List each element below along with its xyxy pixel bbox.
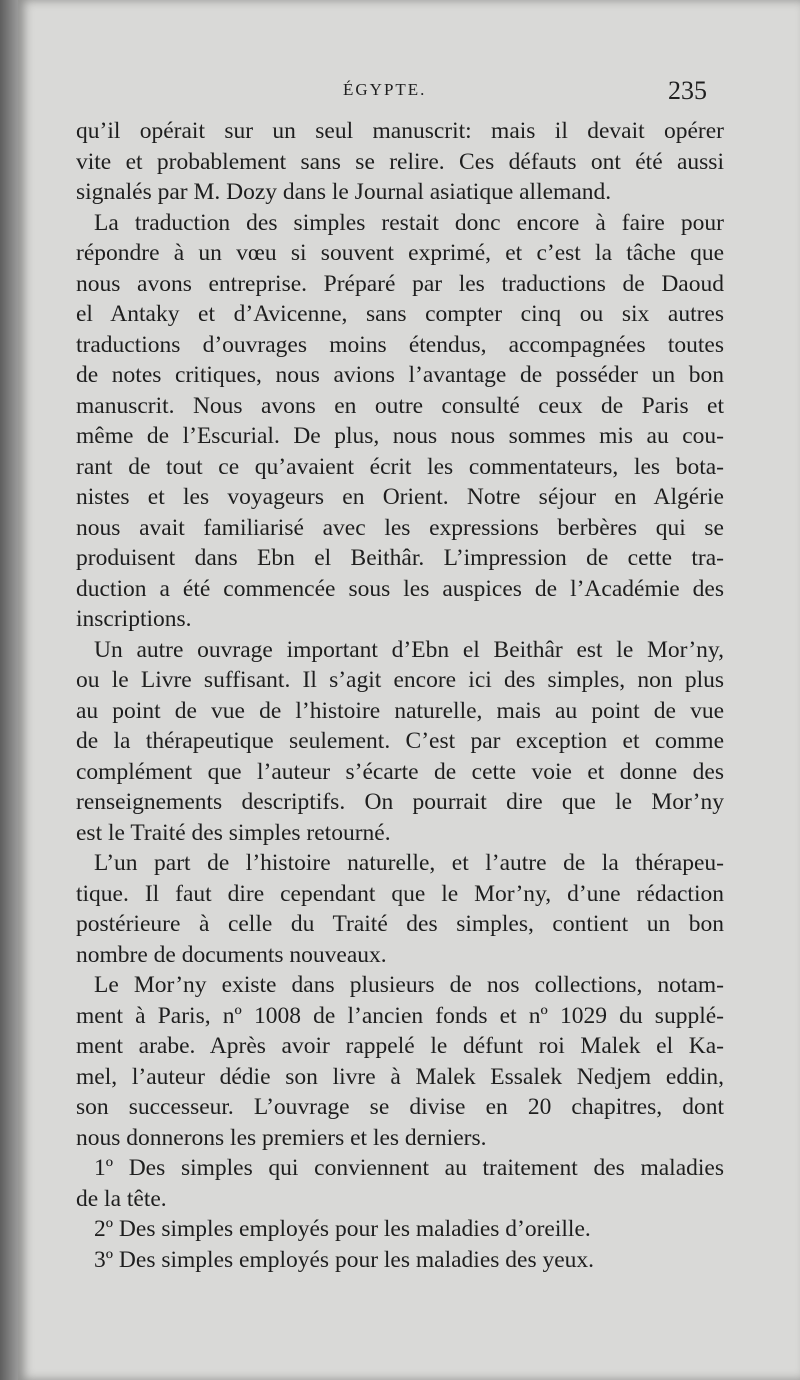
- text-line: complément que l’auteur s’écarte de cette voie et donne des: [76, 758, 724, 785]
- text-line: La traduction des simples restait donc encore à faire pour: [94, 209, 724, 236]
- text-line: 2º Des simples employés pour les maladies d’oreille.: [94, 1216, 591, 1242]
- text-line: de notes critiques, nous avions l’avantage de posséder un bon: [76, 362, 724, 388]
- text-line: inscriptions.: [76, 606, 192, 632]
- text-line: mel, l’auteur dédie son livre à Malek Essalek Nedjem eddin,: [76, 1063, 724, 1090]
- text-line: renseignements descriptifs. On pourrait dire que le Mor’ny: [76, 789, 724, 815]
- text-line: son successeur. L’ouvrage se divise en 20 chapitres, dont: [76, 1094, 724, 1120]
- text-line: nous avons entreprise. Préparé par les traductions de Daoud: [76, 270, 724, 297]
- page-number: 235: [668, 76, 707, 105]
- text-line: nistes et les voyageurs en Orient. Notre séjour en Algérie: [76, 484, 724, 510]
- text-line: 3º Des simples employés pour les maladies des yeux.: [94, 1246, 595, 1273]
- text-line: 1º Des simples qui conviennent au traitement des maladies: [94, 1155, 724, 1181]
- text-line: vite et probablement sans se relire. Ces défauts ont été aussi: [76, 148, 724, 175]
- text-line: nous donnerons les premiers et les derniers.: [76, 1124, 487, 1151]
- text-line: de la thérapeutique seulement. C’est par exception et comme: [76, 728, 724, 754]
- body-text: [76, 116, 724, 1275]
- book-gutter-shadow: [0, 0, 18, 1380]
- text-line: postérieure à celle du Traité des simples, contient un bon: [76, 911, 724, 937]
- text-line: traductions d’ouvrages moins étendus, accompagnées toutes: [76, 331, 724, 358]
- text-line: qu’il opérait sur un seul manuscrit: mais il devait opérer: [76, 118, 724, 144]
- text-line: nous avait familiarisé avec les expressions berbères qui se: [76, 514, 724, 541]
- text-line: L’un part de l’histoire naturelle, et l’autre de la thérapeu-: [94, 850, 724, 876]
- text-line: manuscrit. Nous avons en outre consulté ceux de Paris et: [76, 392, 724, 419]
- text-line: ment à Paris, nº 1008 de l’ancien fonds et nº 1029 du supplé-: [76, 1002, 724, 1029]
- text-line: tique. Il faut dire cependant que le Mor’ny, d’une rédaction: [76, 880, 724, 907]
- text-line: rant de tout ce qu’avaient écrit les commentateurs, les bota-: [76, 453, 724, 480]
- text-line: nombre de documents nouveaux.: [76, 941, 387, 968]
- text-line: Un autre ouvrage important d’Ebn el Beithâr est le Mor’ny,: [94, 636, 724, 663]
- page-header: [0, 76, 800, 106]
- text-line: signalés par M. Dozy dans le Journal asiatique allemand.: [76, 179, 612, 205]
- text-line: au point de vue de l’histoire naturelle, mais au point de vue: [76, 697, 724, 724]
- text-line: répondre à un vœu si souvent exprimé, et c’est la tâche que: [76, 240, 724, 266]
- text-line: ment arabe. Après avoir rappelé le défunt roi Malek el Ka-: [76, 1033, 724, 1059]
- running-head: ÉGYPTE.: [343, 80, 427, 99]
- text-line: el Antaky et d’Avicenne, sans compter cinq ou six autres: [76, 301, 724, 327]
- text-line: produisent dans Ebn el Beithâr. L’impression de cette tra-: [76, 545, 724, 571]
- text-line: de la tête.: [76, 1185, 167, 1212]
- text-line: même de l’Escurial. De plus, nous nous sommes mis au cou-: [76, 423, 724, 449]
- text-line: ou le Livre suffisant. Il s’agit encore ici des simples, non plus: [76, 667, 724, 693]
- text-line: Le Mor’ny existe dans plusieurs de nos collections, notam-: [94, 972, 724, 998]
- text-line: duction a été commencée sous les auspices de l’Académie des: [76, 575, 724, 602]
- text-line: est le Traité des simples retourné.: [76, 819, 391, 846]
